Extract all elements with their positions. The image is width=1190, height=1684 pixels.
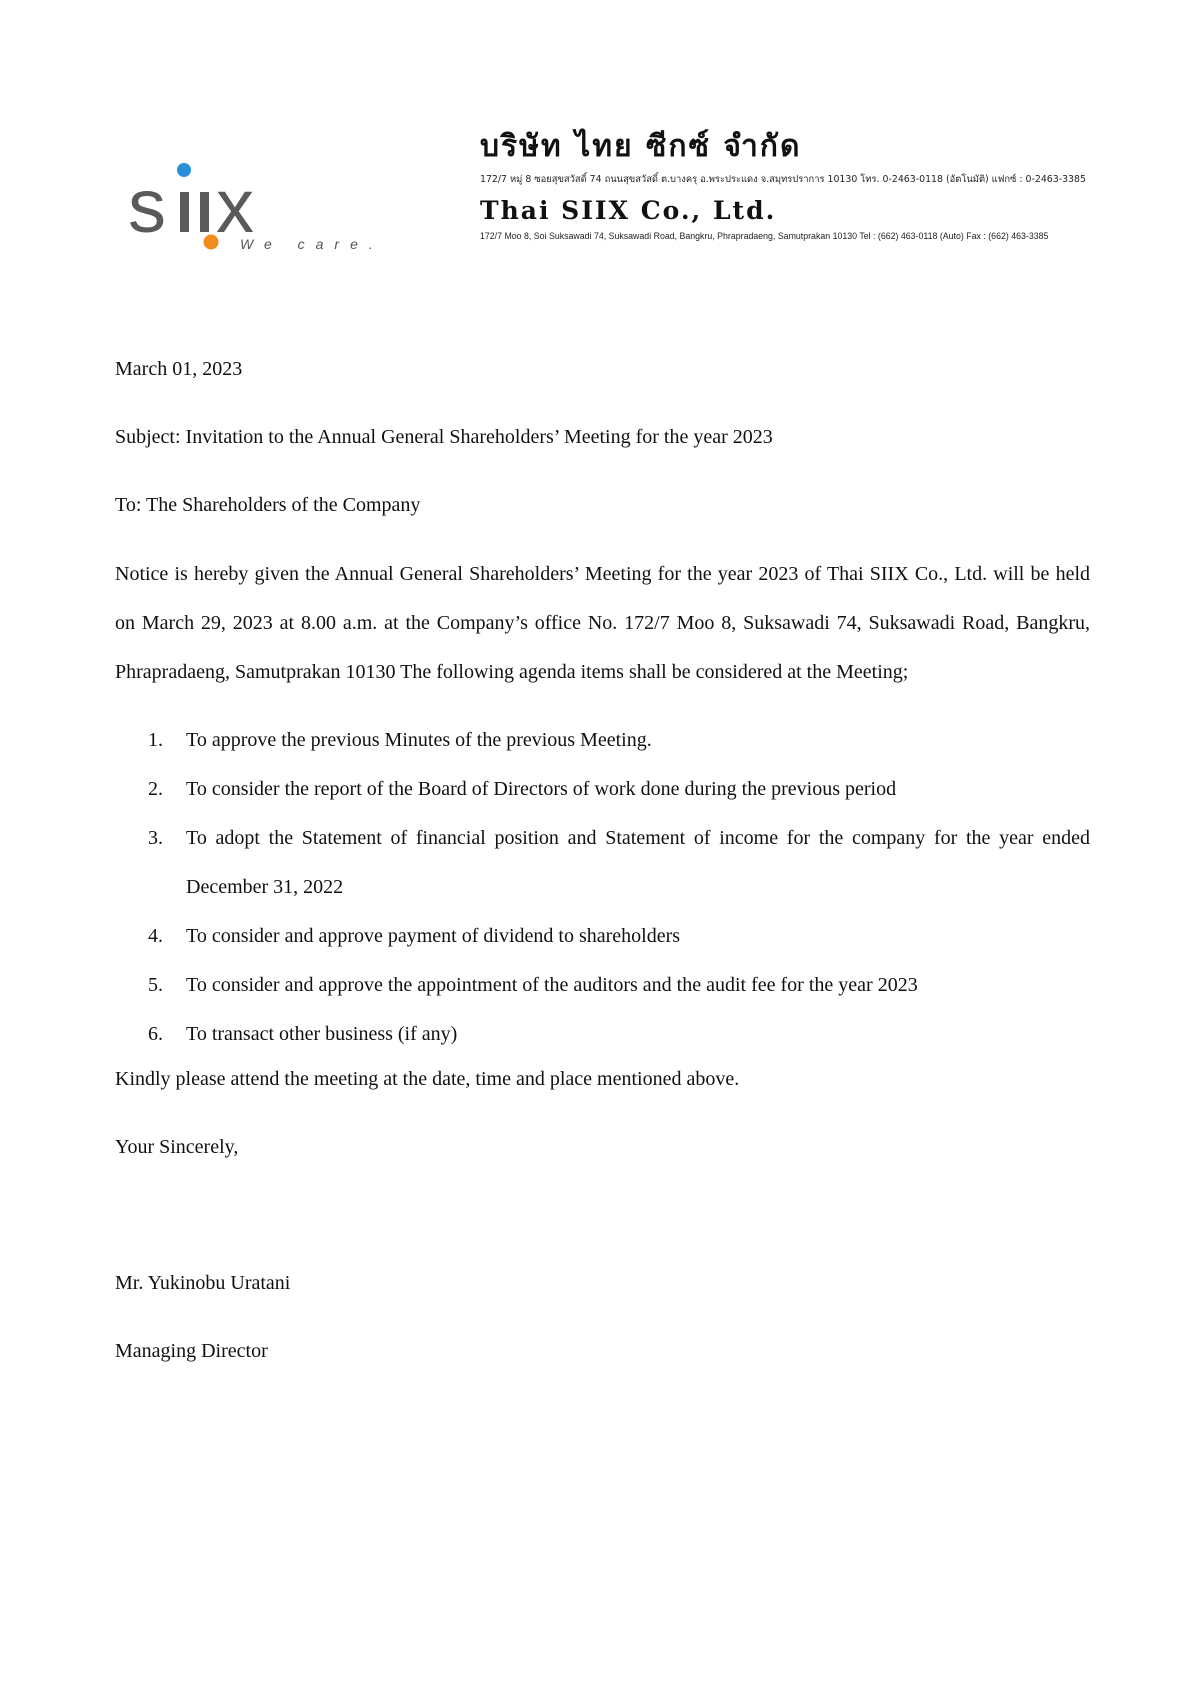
agenda-item	[148, 912, 1090, 961]
agenda-item-text: To consider and approve payment of dividend to shareholders	[186, 925, 681, 947]
letter-subject: Subject: Invitation to the Annual General Shareholders’ Meeting for the year 2023	[115, 426, 773, 448]
logo-letter-s: s	[128, 164, 166, 249]
company-name-english: Thai SIIX Co., Ltd.	[480, 196, 777, 225]
signer-name: Mr. Yukinobu Uratani	[115, 1272, 291, 1294]
agenda-item-text: To transact other business (if any)	[186, 1023, 458, 1045]
letter-date: March 01, 2023	[115, 358, 243, 380]
agenda-item-number: 5.	[148, 974, 163, 996]
agenda-item-number: 1.	[148, 729, 163, 751]
salutation: Your Sincerely,	[115, 1136, 239, 1158]
agenda-item-text: To adopt the Statement of financial position and Statement of income for the company for the year ended December 31, 2022	[186, 827, 1090, 898]
company-address-thai: 172/7 หมู่ 8 ซอยสุขสวัสดิ์ 74 ถนนสุขสวัสดิ์ ต.บางครุ อ.พระประแดง จ.สมุทรปราการ 10130 โทร. 0-2463-0118 (อัตโนมัติ) แฟกซ์ : 0-2463-3385	[480, 174, 1086, 185]
logo-stem-1	[180, 192, 189, 232]
agenda-item	[148, 765, 1090, 814]
agenda-item-text: To approve the previous Minutes of the previous Meeting.	[186, 729, 652, 751]
agenda-item	[148, 814, 1090, 912]
company-name-thai: บริษัท ไทย ซีกซ์ จำกัด	[480, 129, 802, 164]
siix-logo	[128, 160, 384, 260]
company-address-english: 172/7 Moo 8, Soi Suksawadi 74, Suksawadi Road, Bangkru, Phrapradaeng, Samutprakan 10130 Tel : (662) 463-0118 (Auto) Fax : (662) 463-3385	[480, 231, 1049, 241]
agenda-item-number: 4.	[148, 925, 163, 947]
notice-paragraph: Notice is hereby given the Annual General Shareholders’ Meeting for the year 2023 of Thai SIIX Co., Ltd. will be held on March 29, 2023 at 8.00 a.m. at the Company’s office No. 172/7 Moo 8, Suksawadi 74, Suksawadi Road, Bangkru, Phrapradaeng, Samutprakan 10130 The following agenda items shall be considered at the Meeting;	[115, 563, 1090, 683]
logo-stem-2	[200, 192, 209, 232]
agenda-item-text: To consider and approve the appointment of the auditors and the audit fee for the year 2023	[186, 974, 918, 996]
agenda-item-number: 3.	[148, 827, 163, 849]
logo-blue-dot	[177, 163, 191, 177]
logo-letter-x: x	[216, 164, 254, 249]
signer-title: Managing Director	[115, 1340, 268, 1362]
agenda-item-number: 6.	[148, 1023, 163, 1045]
logo-tagline: We care.	[240, 236, 384, 252]
agenda-item	[148, 716, 1090, 765]
agenda-item-number: 2.	[148, 778, 163, 800]
agenda-item-text: To consider the report of the Board of Directors of work done during the previous period	[186, 778, 897, 800]
company-header	[480, 129, 1086, 241]
letter-recipient: To: The Shareholders of the Company	[115, 494, 421, 516]
closing-line: Kindly please attend the meeting at the date, time and place mentioned above.	[115, 1068, 740, 1090]
agenda-item	[148, 961, 1090, 1010]
agenda-item	[148, 1010, 1090, 1059]
agenda-list	[148, 716, 1090, 1059]
